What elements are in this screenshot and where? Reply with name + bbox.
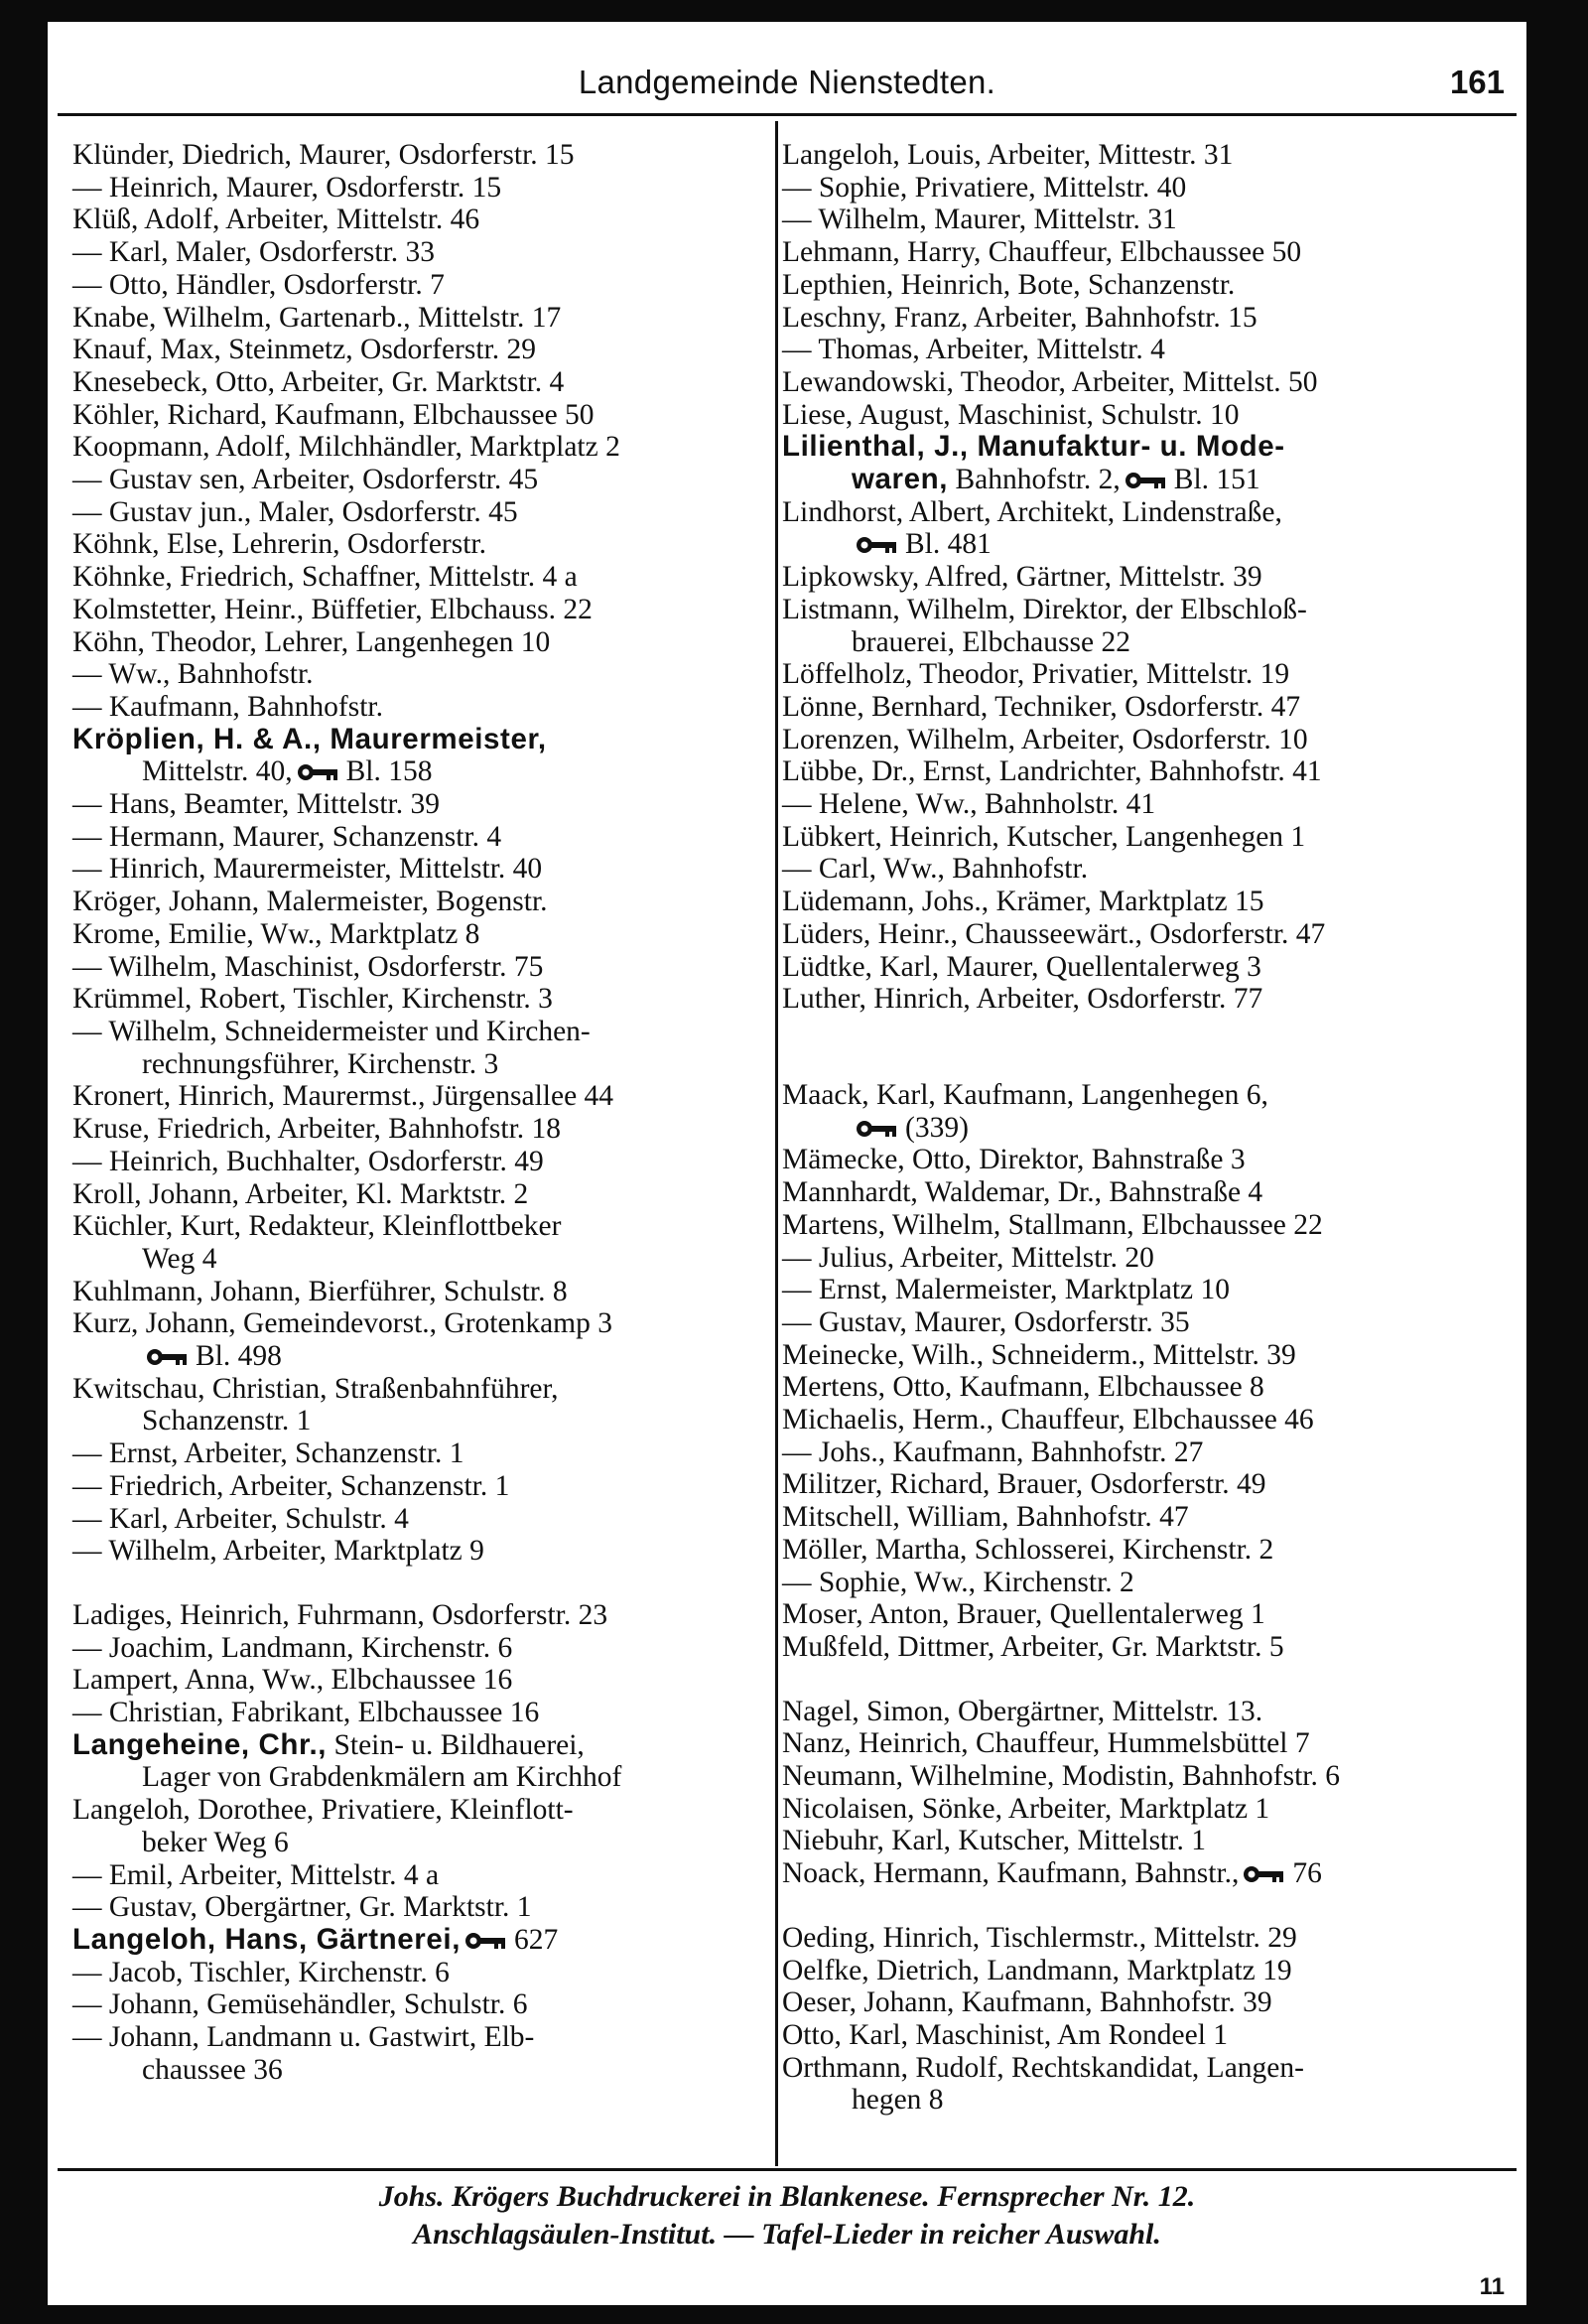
directory-entry xyxy=(72,172,787,205)
directory-entry xyxy=(782,594,1497,626)
entry-text: Weg 4 xyxy=(142,1242,217,1275)
directory-entry xyxy=(72,1988,787,2021)
directory-entry xyxy=(72,1957,787,1989)
entry-text: — Julius, Arbeiter, Mittelstr. 20 xyxy=(782,1241,1154,1274)
entry-continuation xyxy=(782,1112,1497,1145)
key-shaped-telephone-icon xyxy=(856,1119,901,1139)
entry-text: Köhler, Richard, Kaufmann, Elbchaussee 50 xyxy=(72,398,595,431)
entry-text: — Ww., Bahnhofstr. xyxy=(72,658,314,691)
directory-entry xyxy=(72,204,787,236)
entry-text: Lüdemann, Johs., Krämer, Marktplatz 15 xyxy=(782,886,1264,918)
telephone-number: Bl. 158 xyxy=(345,755,433,788)
directory-entry xyxy=(782,1631,1497,1664)
entry-text: Kolmstetter, Heinr., Büffetier, Elbchauss. 22 xyxy=(72,593,593,625)
directory-entry xyxy=(782,983,1497,1016)
entry-text: chaussee 36 xyxy=(142,2053,283,2086)
entry-text: Oelfke, Dietrich, Landmann, Marktplatz 19 xyxy=(782,1954,1292,1986)
directory-entry xyxy=(782,1144,1497,1176)
entry-text: — Ernst, Malermeister, Marktplatz 10 xyxy=(782,1274,1231,1306)
entry-text: — Gustav, Obergärtner, Gr. Marktstr. 1 xyxy=(72,1891,532,1924)
directory-entry xyxy=(72,139,787,172)
directory-entry xyxy=(782,302,1497,335)
entry-text: Mittelstr. 40, xyxy=(142,755,293,788)
directory-entry xyxy=(72,1340,787,1373)
entry-text: rechnungsführer, Kirchenstr. 3 xyxy=(142,1047,499,1080)
directory-entry xyxy=(782,1567,1497,1599)
directory-entry xyxy=(782,2052,1497,2085)
entry-text: Mannhardt, Waldemar, Dr., Bahnstraße 4 xyxy=(782,1176,1263,1209)
entry-text: Köhnk, Else, Lehrerin, Osdorferstr. xyxy=(72,528,486,561)
telephone-number: Bl. 481 xyxy=(905,528,992,561)
entry-text: Neumann, Wilhelmine, Modistin, Bahnhofstr. 6 xyxy=(782,1760,1340,1793)
section-gap xyxy=(782,1016,1497,1047)
directory-entry xyxy=(782,1176,1497,1209)
entry-text: — Christian, Fabrikant, Elbchaussee 16 xyxy=(72,1697,540,1729)
directory-entry xyxy=(72,918,787,951)
directory-entry xyxy=(72,2054,787,2087)
entry-text: Niebuhr, Karl, Kutscher, Mittelstr. 1 xyxy=(782,1825,1206,1857)
directory-entry xyxy=(782,236,1497,269)
entry-text: Küchler, Kurt, Redakteur, Kleinflottbeker xyxy=(72,1210,562,1243)
directory-entry xyxy=(72,1697,787,1729)
directory-entry xyxy=(72,1924,787,1957)
entry-text: — Emil, Arbeiter, Mittelstr. 4 a xyxy=(72,1858,440,1891)
entry-text: Lager von Grabdenkmälern am Kirchhof xyxy=(142,1761,622,1794)
entry-text: Bahnhofstr. 2, xyxy=(948,464,1121,496)
directory-entry xyxy=(72,1632,787,1665)
page-title: Landgemeinde Nienstedten. xyxy=(578,64,996,100)
entry-continuation xyxy=(72,1405,787,1437)
key-shaped-telephone-icon xyxy=(1243,1864,1288,1884)
entry-text: — Heinrich, Buchhalter, Osdorferstr. 49 xyxy=(72,1145,544,1177)
entry-text: Kwitschau, Christian, Straßenbahnführer, xyxy=(72,1372,559,1405)
directory-entry xyxy=(782,755,1497,788)
directory-entry xyxy=(782,1371,1497,1404)
directory-entry xyxy=(72,886,787,918)
entry-text: Moser, Anton, Brauer, Quellentalerweg 1 xyxy=(782,1598,1265,1631)
directory-entry xyxy=(782,1404,1497,1436)
entry-text: Klünder, Diedrich, Maurer, Osdorferstr. 15 xyxy=(72,139,575,171)
directory-entry xyxy=(782,1079,1497,1112)
directory-entry xyxy=(782,853,1497,886)
directory-entry xyxy=(782,724,1497,756)
entry-text: beker Weg 6 xyxy=(142,1826,289,1858)
directory-entry xyxy=(72,1503,787,1536)
directory-entry xyxy=(72,1535,787,1568)
directory-entry xyxy=(72,755,787,788)
entry-firm-name: Kröplien, H. & A., Maurermeister, xyxy=(72,722,547,755)
entry-text: Listmann, Wilhelm, Direktor, der Elbschloß- xyxy=(782,593,1307,625)
entry-text: Löffelholz, Theodor, Privatier, Mittelstr. 19 xyxy=(782,658,1290,691)
directory-entry xyxy=(72,951,787,984)
entry-text: Köhnke, Friedrich, Schaffner, Mittelstr. 4 a xyxy=(72,561,578,594)
directory-entry xyxy=(782,528,1497,561)
directory-entry xyxy=(782,1696,1497,1728)
directory-entry xyxy=(72,1016,787,1048)
key-shaped-telephone-icon xyxy=(297,762,342,782)
telephone-number: 76 xyxy=(1292,1857,1322,1890)
section-gap xyxy=(782,1890,1497,1922)
directory-entry xyxy=(782,951,1497,984)
directory-entry xyxy=(72,1307,787,1340)
entry-text: Koopmann, Adolf, Milchhändler, Marktplatz 2 xyxy=(72,431,620,464)
footer-line-2: Anschlagsäulen-Institut. — Tafel-Lieder in reicher Auswahl. xyxy=(413,2218,1161,2251)
entry-text: Mertens, Otto, Kaufmann, Elbchaussee 8 xyxy=(782,1371,1264,1404)
directory-entry xyxy=(782,1598,1497,1631)
entry-text: Oeser, Johann, Kaufmann, Bahnhofstr. 39 xyxy=(782,1986,1272,2019)
entry-text: Nicolaisen, Sönke, Arbeiter, Marktplatz 1 xyxy=(782,1792,1270,1825)
directory-entry xyxy=(72,1113,787,1146)
left-column xyxy=(72,139,787,2086)
entry-text: Lönne, Bernhard, Techniker, Osdorferstr. 47 xyxy=(782,690,1301,723)
section-gap xyxy=(782,1047,1497,1079)
directory-entry xyxy=(782,658,1497,691)
directory-entry xyxy=(72,1276,787,1308)
directory-entry xyxy=(782,1306,1497,1339)
entry-text: — Gustav sen, Arbeiter, Osdorferstr. 45 xyxy=(72,464,539,496)
directory-entry xyxy=(72,1373,787,1406)
key-shaped-telephone-icon xyxy=(1125,471,1170,490)
directory-entry xyxy=(782,788,1497,821)
entry-text: Maack, Karl, Kaufmann, Langenhegen 6, xyxy=(782,1078,1268,1111)
directory-entry xyxy=(782,1922,1497,1955)
directory-entry xyxy=(782,886,1497,918)
directory-entry xyxy=(782,1825,1497,1857)
entry-text: Militzer, Richard, Brauer, Osdorferstr. 49 xyxy=(782,1468,1266,1501)
entry-text: Mitschell, William, Bahnhofstr. 47 xyxy=(782,1501,1189,1534)
directory-entry xyxy=(782,204,1497,236)
entry-text: Kroll, Johann, Arbeiter, Kl. Marktstr. 2 xyxy=(72,1177,529,1210)
entry-text: Kronert, Hinrich, Maurermst., Jürgensallee 44 xyxy=(72,1080,614,1113)
directory-entry xyxy=(782,1793,1497,1826)
directory-entry xyxy=(72,1729,787,1762)
directory-entry xyxy=(782,561,1497,594)
entry-text: Knabe, Wilhelm, Gartenarb., Mittelstr. 17 xyxy=(72,301,562,334)
entry-text: — Sophie, Ww., Kirchenstr. 2 xyxy=(782,1566,1134,1598)
entry-text: Kruse, Friedrich, Arbeiter, Bahnhofstr. 18 xyxy=(72,1113,562,1146)
directory-entry xyxy=(72,1437,787,1470)
telephone-number: (339) xyxy=(905,1111,969,1144)
entry-text: — Joachim, Landmann, Kirchenstr. 6 xyxy=(72,1631,513,1664)
directory-entry xyxy=(782,464,1497,496)
directory-entry xyxy=(72,2021,787,2054)
directory-entry xyxy=(782,399,1497,432)
entry-text: Meinecke, Wilh., Schneiderm., Mittelstr. 39 xyxy=(782,1338,1296,1371)
directory-entry xyxy=(72,1243,787,1276)
directory-entry xyxy=(72,1405,787,1437)
entry-text: Knauf, Max, Steinmetz, Osdorferstr. 29 xyxy=(72,334,536,366)
entry-continuation xyxy=(72,1243,787,1276)
printer-footer xyxy=(48,2178,1526,2254)
entry-text: Martens, Wilhelm, Stallmann, Elbchaussee 22 xyxy=(782,1208,1323,1241)
entry-text: Kuhlmann, Johann, Bierführer, Schulstr. 8 xyxy=(72,1275,568,1307)
entry-continuation xyxy=(782,2084,1497,2117)
directory-entry xyxy=(782,172,1497,205)
directory-entry xyxy=(782,139,1497,172)
directory-entry xyxy=(782,1727,1497,1760)
entry-continuation xyxy=(782,464,1497,496)
entry-text: Möller, Martha, Schlosserei, Kirchenstr. 2 xyxy=(782,1533,1274,1566)
entry-continuation xyxy=(72,755,787,788)
directory-page xyxy=(48,22,1526,2305)
entry-text: — Sophie, Privatiere, Mittelstr. 40 xyxy=(782,171,1187,204)
entry-text: Orthmann, Rudolf, Rechtskandidat, Langen- xyxy=(782,2051,1304,2084)
directory-entry xyxy=(72,1859,787,1892)
directory-entry xyxy=(72,594,787,626)
entry-text: Lipkowsky, Alfred, Gärtner, Mittelstr. 39 xyxy=(782,561,1262,594)
key-shaped-telephone-icon xyxy=(146,1347,192,1367)
entry-text: Klüß, Adolf, Arbeiter, Mittelstr. 46 xyxy=(72,204,480,236)
entry-text: — Wilhelm, Maschinist, Osdorferstr. 75 xyxy=(72,950,544,983)
entry-text: Michaelis, Herm., Chauffeur, Elbchaussee 46 xyxy=(782,1404,1314,1436)
entry-text: Langeloh, Louis, Arbeiter, Mittestr. 31 xyxy=(782,139,1234,171)
directory-entry xyxy=(782,821,1497,854)
entry-text: — Johann, Gemüsehändler, Schulstr. 6 xyxy=(72,1988,528,2021)
entry-text: Ladiges, Heinrich, Fuhrmann, Osdorferstr. 23 xyxy=(72,1598,608,1631)
entry-text: Schanzenstr. 1 xyxy=(142,1405,312,1437)
directory-entry xyxy=(782,2019,1497,2052)
footer-rule xyxy=(58,2168,1517,2171)
entry-text: Lampert, Anna, Ww., Elbchaussee 16 xyxy=(72,1664,513,1697)
directory-entry xyxy=(72,1891,787,1924)
directory-entry xyxy=(782,1986,1497,2019)
directory-entry xyxy=(782,1112,1497,1145)
directory-entry xyxy=(782,1534,1497,1567)
entry-continuation xyxy=(72,2054,787,2087)
telephone-number: 627 xyxy=(514,1923,559,1956)
directory-entry xyxy=(782,1274,1497,1306)
directory-entry xyxy=(72,1827,787,1859)
directory-entry xyxy=(782,626,1497,659)
entry-text: Lüdtke, Karl, Maurer, Quellentalerweg 3 xyxy=(782,950,1261,983)
directory-entry xyxy=(72,431,787,464)
entry-text: Krome, Emilie, Ww., Marktplatz 8 xyxy=(72,917,480,950)
entry-text: Nagel, Simon, Obergärtner, Mittelstr. 13. xyxy=(782,1695,1263,1727)
directory-entry xyxy=(782,334,1497,366)
directory-entry xyxy=(782,1339,1497,1372)
directory-entry xyxy=(72,528,787,561)
directory-entry xyxy=(782,431,1497,464)
directory-entry xyxy=(72,1080,787,1113)
directory-entry xyxy=(72,1470,787,1503)
entry-text: Kurz, Johann, Gemeindevorst., Grotenkamp 3 xyxy=(72,1307,612,1340)
entry-text: — Johann, Landmann u. Gastwirt, Elb- xyxy=(72,2021,535,2054)
page-number: 161 xyxy=(1449,64,1505,100)
directory-entry xyxy=(72,302,787,335)
entry-text: Lorenzen, Wilhelm, Arbeiter, Osdorferstr. 10 xyxy=(782,723,1308,755)
directory-entry xyxy=(782,1760,1497,1793)
entry-text: — Carl, Ww., Bahnhofstr. xyxy=(782,853,1089,886)
entry-text: Oeding, Hinrich, Tischlermstr., Mittelstr. 29 xyxy=(782,1921,1297,1954)
entry-text: Krümmel, Robert, Tischler, Kirchenstr. 3 xyxy=(72,983,553,1016)
entry-continuation xyxy=(782,528,1497,561)
directory-entry xyxy=(782,1468,1497,1501)
directory-entry xyxy=(72,658,787,691)
entry-text: — Hinrich, Maurermeister, Mittelstr. 40 xyxy=(72,853,543,886)
key-shaped-telephone-icon xyxy=(856,535,901,555)
entry-text: — Jacob, Tischler, Kirchenstr. 6 xyxy=(72,1956,450,1988)
directory-entry xyxy=(72,561,787,594)
directory-entry xyxy=(72,496,787,529)
directory-entry xyxy=(72,691,787,724)
directory-entry xyxy=(72,236,787,269)
entry-text: — Johs., Kaufmann, Bahnhofstr. 27 xyxy=(782,1435,1204,1468)
directory-entry xyxy=(782,1857,1497,1890)
entry-text: Lübbe, Dr., Ernst, Landrichter, Bahnhofstr. 41 xyxy=(782,755,1322,788)
directory-entry xyxy=(782,1955,1497,1987)
entry-text: — Hermann, Maurer, Schanzenstr. 4 xyxy=(72,820,502,853)
entry-text: Mämecke, Otto, Direktor, Bahnstraße 3 xyxy=(782,1144,1246,1176)
entry-text: — Wilhelm, Arbeiter, Marktplatz 9 xyxy=(72,1535,484,1568)
directory-entry xyxy=(72,1210,787,1243)
entry-text: — Wilhelm, Schneidermeister und Kirchen- xyxy=(72,1015,591,1047)
directory-entry xyxy=(72,1599,787,1632)
entry-text: Kröger, Johann, Malermeister, Bogenstr. xyxy=(72,886,548,918)
entry-text: — Kaufmann, Bahnhofstr. xyxy=(72,690,383,723)
directory-entry xyxy=(782,691,1497,724)
directory-entry xyxy=(72,464,787,496)
directory-entry xyxy=(72,724,787,756)
entry-text: Lübkert, Heinrich, Kutscher, Langenhegen 1 xyxy=(782,820,1306,853)
directory-entry xyxy=(782,1436,1497,1469)
directory-entry xyxy=(72,1664,787,1697)
directory-entry xyxy=(72,1178,787,1211)
entry-text: Lindhorst, Albert, Architekt, Lindenstraße, xyxy=(782,495,1282,528)
key-shaped-telephone-icon xyxy=(464,1931,510,1951)
directory-entry xyxy=(72,366,787,399)
entry-text: — Friedrich, Arbeiter, Schanzenstr. 1 xyxy=(72,1469,510,1502)
directory-entry xyxy=(782,2084,1497,2117)
telephone-number: Bl. 151 xyxy=(1173,464,1260,496)
directory-entry xyxy=(72,788,787,821)
directory-entry xyxy=(782,366,1497,399)
entry-continuation xyxy=(72,1340,787,1373)
entry-continuation xyxy=(782,626,1497,659)
directory-entry xyxy=(72,399,787,432)
entry-text: hegen 8 xyxy=(852,2084,944,2117)
directory-entry xyxy=(72,1794,787,1827)
directory-entry xyxy=(782,1242,1497,1275)
entry-text: — Karl, Arbeiter, Schulstr. 4 xyxy=(72,1502,409,1535)
directory-entry xyxy=(72,1146,787,1178)
entry-text: Otto, Karl, Maschinist, Am Rondeel 1 xyxy=(782,2018,1229,2051)
entry-text: Leschny, Franz, Arbeiter, Bahnhofstr. 15 xyxy=(782,301,1257,334)
entry-continuation xyxy=(72,1827,787,1859)
entry-text: Stein- u. Bildhauerei, xyxy=(327,1728,585,1761)
directory-entry xyxy=(72,626,787,659)
entry-text: Langeloh, Dorothee, Privatiere, Kleinflott- xyxy=(72,1794,574,1827)
directory-entry xyxy=(72,853,787,886)
entry-text: — Karl, Maler, Osdorferstr. 33 xyxy=(72,236,436,269)
telephone-number: Bl. 498 xyxy=(196,1340,282,1373)
directory-entry xyxy=(72,821,787,854)
directory-entry xyxy=(72,1048,787,1081)
footer-line-1: Johs. Krögers Buchdruckerei in Blankenese. Fernsprecher Nr. 12. xyxy=(378,2180,1196,2213)
entry-firm-name: Langeloh, Hans, Gärtnerei, xyxy=(72,1922,461,1956)
entry-text: Knesebeck, Otto, Arbeiter, Gr. Marktstr. 4 xyxy=(72,365,565,398)
directory-entry xyxy=(72,1761,787,1794)
entry-text: Noack, Hermann, Kaufmann, Bahnstr., xyxy=(782,1857,1240,1890)
directory-entry xyxy=(782,1209,1497,1242)
entry-firm-name: Langeheine, Chr., xyxy=(72,1727,328,1761)
directory-entry xyxy=(782,918,1497,951)
entry-text: — Helene, Ww., Bahnholstr. 41 xyxy=(782,788,1156,821)
entry-continuation xyxy=(72,1761,787,1794)
right-column xyxy=(782,139,1497,2117)
entry-text: Köhn, Theodor, Lehrer, Langenhegen 10 xyxy=(72,625,551,658)
directory-entry xyxy=(782,269,1497,302)
entry-text: Mußfeld, Dittmer, Arbeiter, Gr. Marktstr. 5 xyxy=(782,1630,1284,1663)
entry-text: — Gustav, Maurer, Osdorferstr. 35 xyxy=(782,1305,1190,1338)
directory-entry xyxy=(72,983,787,1016)
entry-text: Lepthien, Heinrich, Bote, Schanzenstr. xyxy=(782,268,1236,301)
directory-entry xyxy=(72,269,787,302)
entry-text: brauerei, Elbchausse 22 xyxy=(852,625,1130,658)
directory-entry xyxy=(782,496,1497,529)
entry-text: — Gustav jun., Maler, Osdorferstr. 45 xyxy=(72,495,518,528)
section-gap xyxy=(782,1664,1497,1696)
directory-entry xyxy=(72,334,787,366)
entry-text: Liese, August, Maschinist, Schulstr. 10 xyxy=(782,398,1240,431)
entry-text: Lewandowski, Theodor, Arbeiter, Mittelst. 50 xyxy=(782,365,1318,398)
entry-continuation xyxy=(72,1048,787,1081)
entry-firm-name: Lilienthal, J., Manufaktur- u. Mode- xyxy=(782,430,1285,464)
entry-text: — Thomas, Arbeiter, Mittelstr. 4 xyxy=(782,334,1165,366)
entry-text: — Otto, Händler, Osdorferstr. 7 xyxy=(72,268,445,301)
section-gap xyxy=(72,1568,787,1599)
header-rule xyxy=(58,113,1517,116)
entry-text: Nanz, Heinrich, Chauffeur, Hummelsbüttel 7 xyxy=(782,1727,1310,1760)
signature-mark: 11 xyxy=(1479,2273,1505,2300)
entry-text: — Wilhelm, Maurer, Mittelstr. 31 xyxy=(782,204,1177,236)
entry-text: — Hans, Beamter, Mittelstr. 39 xyxy=(72,788,440,821)
entry-text: — Ernst, Arbeiter, Schanzenstr. 1 xyxy=(72,1437,464,1470)
entry-text: Luther, Hinrich, Arbeiter, Osdorferstr. 77 xyxy=(782,983,1263,1016)
directory-entry xyxy=(782,1501,1497,1534)
entry-text: Lehmann, Harry, Chauffeur, Elbchaussee 50 xyxy=(782,236,1302,269)
entry-text: Lüders, Heinr., Chausseewärt., Osdorferstr. 47 xyxy=(782,917,1326,950)
entry-text: — Heinrich, Maurer, Osdorferstr. 15 xyxy=(72,171,502,204)
entry-firm-name: waren, xyxy=(852,463,949,496)
